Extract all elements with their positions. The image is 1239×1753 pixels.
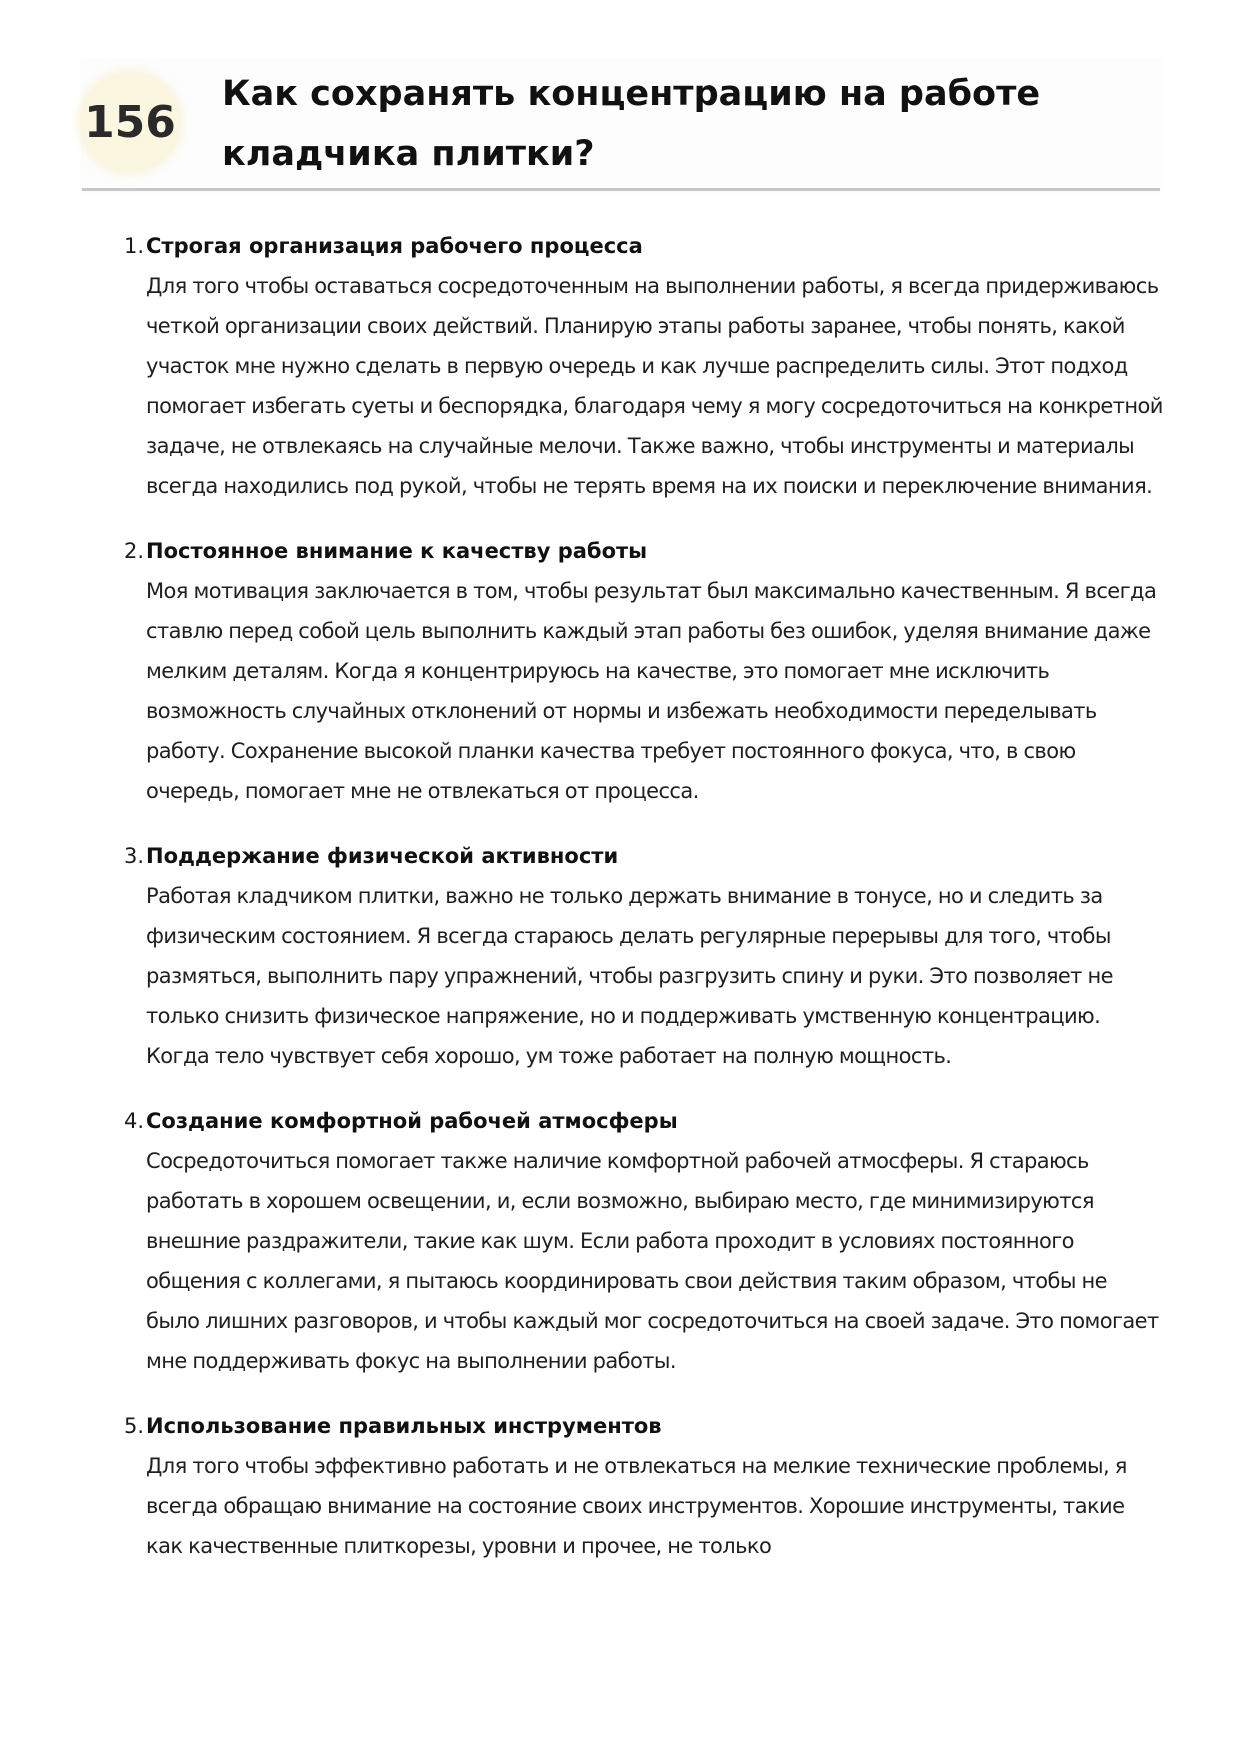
list-item-title: Строгая организация рабочего процесса — [146, 234, 643, 258]
list-item-title: Создание комфортной рабочей атмосферы — [146, 1109, 678, 1133]
list-item-text: Для того чтобы оставаться сосредоточенным на выполнении работы, я всегда придерживаюсь четкой организации своих действий. Планирую этапы работы заранее, чтобы понять, какой участок мне нужно сделать в первую очередь и как лучше распределить силы. Этот подход помогает избегать суеты и беспорядка, благодаря чему я могу сосредоточиться на конкретной задаче, не отвлекаясь на случайные мелочи. Также важно, чтобы инструменты и материалы всегда находились под рукой, чтобы не терять время на их поиски и переключение внимания. — [146, 274, 1163, 498]
list-item-number: 5. — [123, 1414, 144, 1438]
question-number-badge: 156 — [82, 74, 178, 170]
list-item-number: 1. — [123, 234, 144, 258]
list-item-text: Для того чтобы эффективно работать и не отвлекаться на мелкие технические проблемы, я всегда обращаю внимание на состояние своих инструментов. Хорошие инструменты, такие как качественные плиткорезы, уровни и прочее, не только — [146, 1454, 1127, 1558]
list-item-number: 4. — [123, 1109, 144, 1133]
list-item — [123, 1406, 1164, 1566]
answer-list — [123, 226, 1164, 1591]
list-item — [123, 1101, 1164, 1381]
list-item-number: 2. — [123, 539, 144, 563]
list-item — [123, 226, 1164, 506]
page-title: Как сохранять концентрацию на работе кладчика плитки? — [222, 74, 1041, 174]
list-item — [123, 531, 1164, 811]
list-item-title: Поддержание физической активности — [146, 844, 619, 868]
list-item-text: Работая кладчиком плитки, важно не только держать внимание в тонусе, но и следить за физическим состоянием. Я всегда стараюсь делать регулярные перерывы для того, чтобы размяться, выполнить пару упражнений, чтобы разгрузить спину и руки. Это позволяет не только снизить физическое напряжение, но и поддерживать умственную концентрацию. Когда тело чувствует себя хорошо, ум тоже работает на полную мощность. — [146, 884, 1113, 1068]
list-item-text: Сосредоточиться помогает также наличие комфортной рабочей атмосферы. Я стараюсь работать в хорошем освещении, и, если возможно, выбираю место, где минимизируются внешние раздражители, такие как шум. Если работа проходит в условиях постоянного общения с коллегами, я пытаюсь координировать свои действия таким образом, чтобы не было лишних разговоров, и чтобы каждый мог сосредоточиться на своей задаче. Это помогает мне поддерживать фокус на выполнении работы. — [146, 1149, 1159, 1373]
list-item-text: Моя мотивация заключается в том, чтобы результат был максимально качественным. Я всегда ставлю перед собой цель выполнить каждый этап работы без ошибок, уделяя внимание даже мелким деталям. Когда я концентрируюсь на качестве, это помогает мне исключить возможность случайных отклонений от нормы и избежать необходимости переделывать работу. Сохранение высокой планки качества требует постоянного фокуса, что, в свою очередь, помогает мне не отвлекаться от процесса. — [146, 579, 1157, 803]
list-item-number: 3. — [123, 844, 144, 868]
question-header — [82, 58, 1160, 191]
list-item-title: Использование правильных инструментов — [146, 1414, 662, 1438]
list-item — [123, 836, 1164, 1076]
list-item-title: Постоянное внимание к качеству работы — [146, 539, 648, 563]
